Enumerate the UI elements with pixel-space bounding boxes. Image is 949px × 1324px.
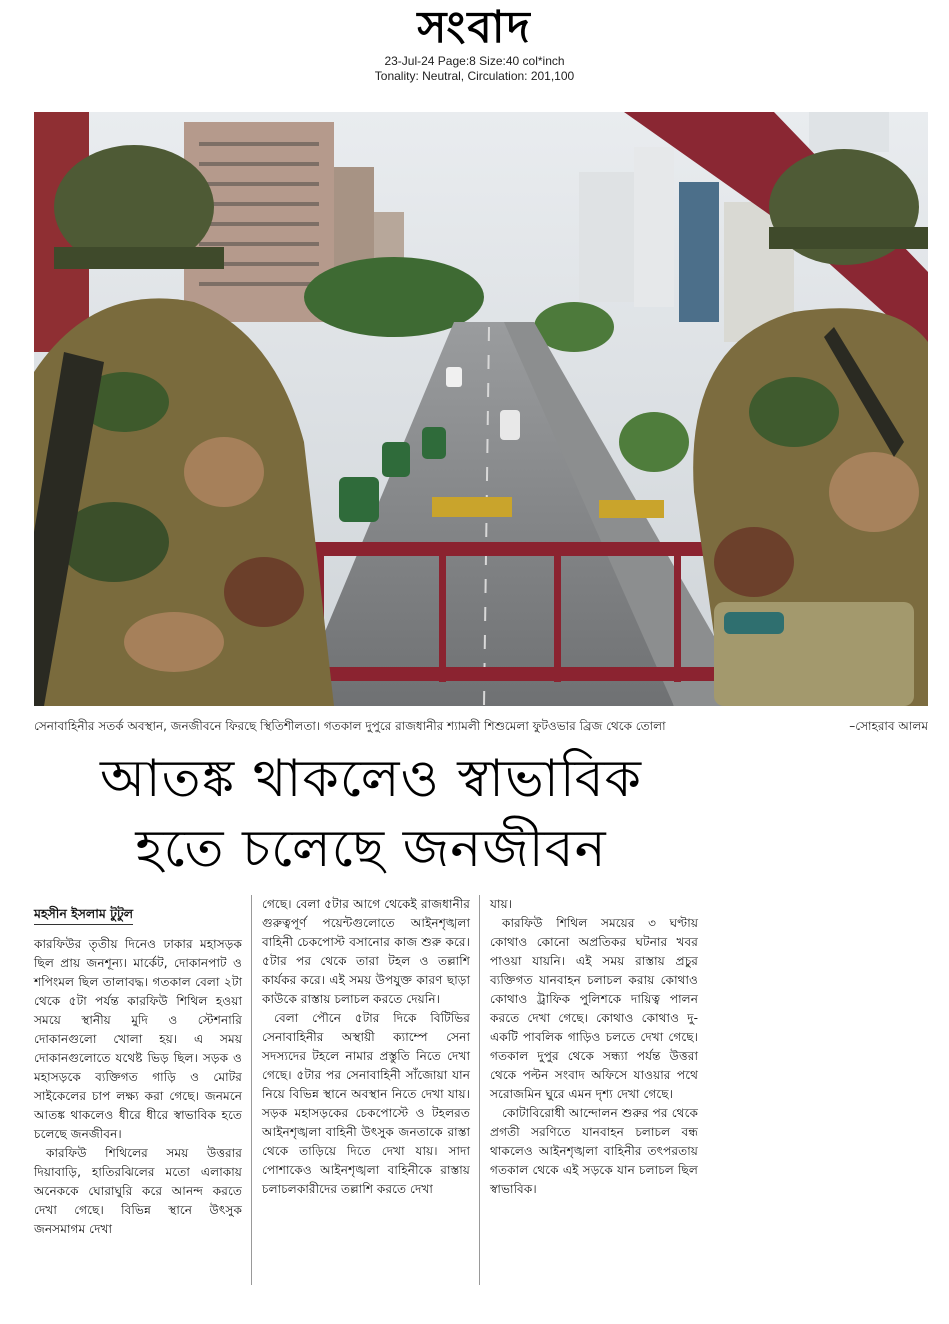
paragraph: যায়। xyxy=(490,897,513,911)
article-column-3 xyxy=(490,895,698,1199)
column-divider xyxy=(479,895,480,1285)
news-photo xyxy=(34,112,928,706)
photo-caption-row xyxy=(34,716,928,736)
headline-line-2: হতে চলেছে জনজীবন xyxy=(135,819,607,879)
article-column-1 xyxy=(34,904,242,1239)
clipping-meta-tonality: Tonality: Neutral, Circulation: 201,100 xyxy=(374,69,575,83)
photo-soldiers-on-footbridge xyxy=(34,112,928,706)
paragraph: কারফিউ শিথিল সময়ের ৩ ঘণ্টায় কোথাও কোনো অপ্রতিকর ঘটনার খবর পাওয়া যায়নি। এই সময় রাস্তায় প্রচুর ব্যক্তিগত যানবাহন চলাচল করায় কোথাও কোথাও ট্রাফিক পুলিশকে দায়িত্ব পালন করতে দেখা গেছে। কোথাও কোথাও দু-একটি পাবলিক গাড়িও চলতে দেখা গেছে। গতকাল দুপুর থেকে সন্ধ্যা পর্যন্ত উত্তরা থেকে পল্টন সংবাদ অফিসে যাওয়ার পথে সরোজমিন ঘুরে এমন দৃশ্য দেখা গেছে। xyxy=(490,916,698,1101)
masthead xyxy=(0,0,949,84)
paragraph: কোটাবিরোধী আন্দোলন শুরুর পর থেকে প্রগতী সরণিতে যানবাহন চলাচল বন্ধ থাকলেও আইনশৃঙ্খলা বাহিনীর তৎপরতায় গতকাল থেকে এই সড়কে যান চলাচল ছিল স্বাভাবিক। xyxy=(490,1106,698,1196)
column-divider xyxy=(251,895,252,1285)
paragraph: বেলা পৌনে ৫টার দিকে বিটিভির সেনাবাহিনীর অস্থায়ী ক্যাম্পে সেনা সদস্যদের টহলে নামার প্রস্তুতি নিতে দেখা গেছে। ৫টার পর সেনাবাহিনী সাঁজোয়া যান নিয়ে বিভিন্ন স্থানে অবস্থান নিতে দেখা যায়। সড়ক মহাসড়কের চেকপোস্টে ও টহলরত আইনশৃঙ্খলা বাহিনী উৎসুক জনতাকে রাস্তা থেকে তাড়িয়ে দিতে দেখা যায়। সাদা পোশাকেও আইনশৃঙ্খলা বাহিনীকে রাস্তায় চলাচলকারীদের তল্লাশি করতে দেখা xyxy=(262,1011,470,1196)
newspaper-logo: সংবাদ xyxy=(417,2,532,53)
photo-credit: –সোহরাব আলম xyxy=(849,719,928,733)
clipping-meta-date-page: 23-Jul-24 Page:8 Size:40 col*inch xyxy=(384,54,565,68)
paragraph: কারফিউর তৃতীয় দিনেও ঢাকার মহাসড়ক ছিল প্রায় জনশূন্য। মার্কেট, দোকানপাট ও শপিংমল ছিল তালাবদ্ধ। গতকাল বেলা ২টা থেকে ৫টা পর্যন্ত কারফিউ শিথিল হওয়া সময়ে স্থানীয় মুদি ও স্টেশনারি দোকানগুলো খোলা হয়। এ সময় দোকানগুলোতে যথেষ্ট ভিড় ছিল। সড়ক ও মহাসড়কে ব্যক্তিগত গাড়ি ও মোটর সাইকেলের চাপ লক্ষ্য করা গেছে। জনমনে আতঙ্ক থাকলেও ধীরে ধীরে স্বাভাবিক হতে চলেছে জনজীবন। xyxy=(34,937,242,1141)
byline: মহসীন ইসলাম টুটুল xyxy=(34,904,133,925)
paragraph: গেছে। বেলা ৫টার আগে থেকেই রাজধানীর গুরুত্বপূর্ণ পয়েন্টগুলোতে আইনশৃঙ্খলা বাহিনী চেকপোস্ট বসানোর কাজ শুরু করে। ৫টার পর থেকে তারা টহল ও তল্লাশি কার্যকর করে। এই সময় উপযুক্ত কারণ ছাড়া কাউকে রাস্তায় চলাচল করতে দেয়নি। xyxy=(262,897,470,1006)
article-headline xyxy=(34,744,708,884)
photo-caption: সেনাবাহিনীর সতর্ক অবস্থান, জনজীবনে ফিরছে স্থিতিশীলতা। গতকাল দুপুরে রাজধানীর শ্যামলী শিশুমেলা ফুটওভার ব্রিজ থেকে তোলা xyxy=(34,719,666,733)
article-column-2 xyxy=(262,895,470,1199)
paragraph: কারফিউ শিথিলের সময় উত্তরার দিয়াবাড়ি, হাতিরঝিলের মতো এলাকায় অনেককে ঘোরাঘুরি করে আনন্দ করতে দেখা গেছে। বিভিন্ন স্থানে উৎসুক জনসমাগম দেখা xyxy=(34,1146,242,1236)
headline-line-1: আতঙ্ক থাকলেও স্বাভাবিক xyxy=(99,749,643,809)
